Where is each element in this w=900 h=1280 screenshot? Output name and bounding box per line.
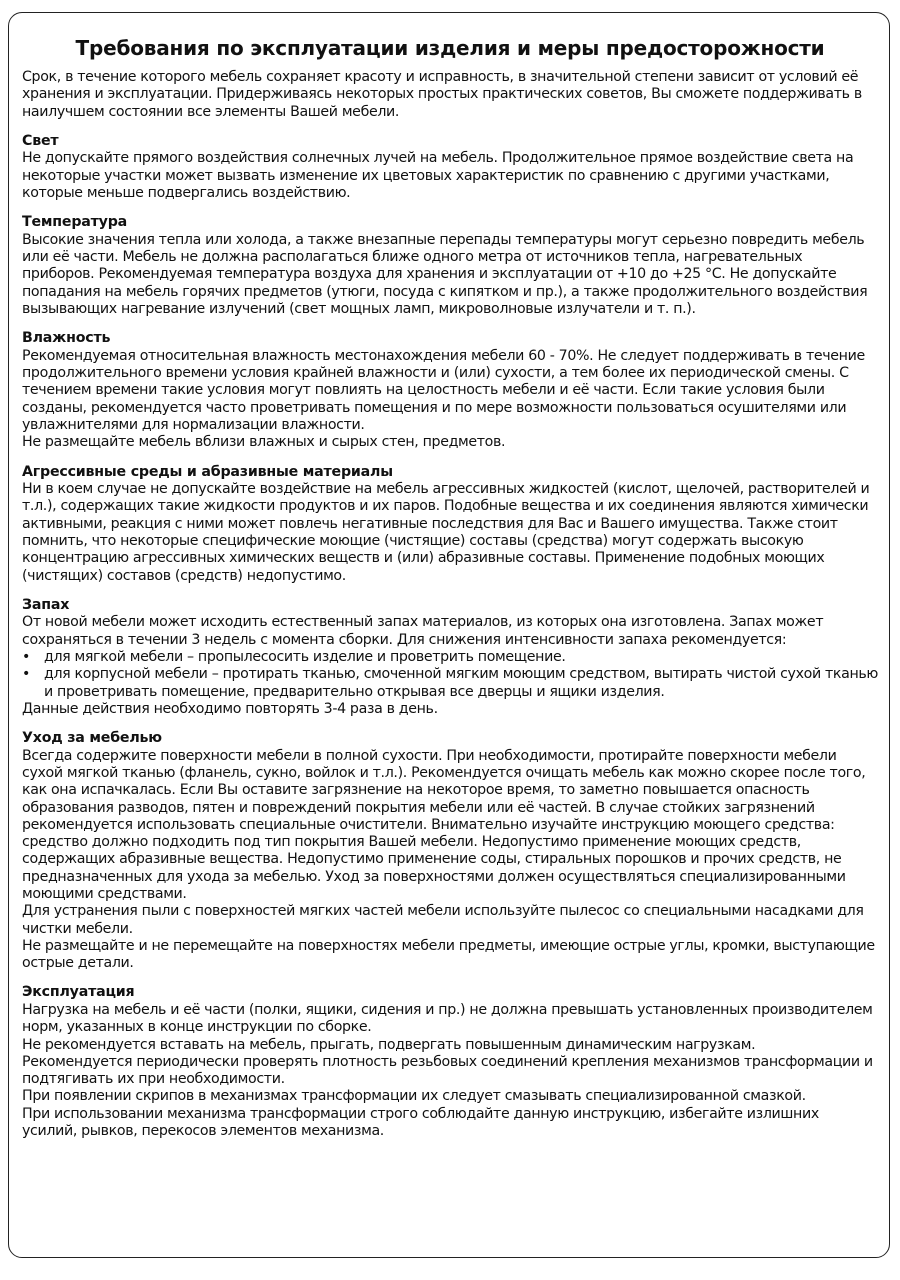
section-paragraph: Рекомендуемая относительная влажность местонахождения мебели 60 - 70%. Не следует поддерживать в течение продолжительного времени условия крайней влажности и (или) сухости, а тем более их периодической смены. С течением времени такие условия могут повлиять на целостность мебели и её части. Если такие условия были созданы, рекомендуется часто проветривать помещения и по мере возможности пользоваться осушителями или увлажнителями для нормализации влажности.	[22, 347, 865, 433]
section-temperature	[22, 214, 878, 318]
section-paragraph: Рекомендуется периодически проверять плотность резьбовых соединений крепления механизмов трансформации и подтягивать их при необходимости.	[22, 1053, 873, 1088]
section-paragraph: При использовании механизма трансформации строго соблюдайте данную инструкцию, избегайте излишних усилий, рывков, перекосов элементов механизма.	[22, 1105, 819, 1140]
section-humidity	[22, 330, 878, 451]
intro-paragraph: Срок, в течение которого мебель сохраняет красоту и исправность, в значительной степени зависит от условий её хранения и эксплуатации. Придерживаясь некоторых простых практических советов, Вы сможете поддерживать в наилучшем состоянии все элементы Вашей мебели.	[22, 69, 862, 120]
section-heading: Влажность	[22, 330, 111, 347]
section-paragraph: Не рекомендуется вставать на мебель, прыгать, подвергать повышенным динамическим нагрузкам.	[22, 1036, 756, 1053]
section-paragraph: Не допускайте прямого воздействия солнечных лучей на мебель. Продолжительное прямое воздействие света на некоторые участки может вызвать изменение их цветовых характеристик по сравнению с другими участками, которые меньше подвергались воздействию.	[22, 150, 854, 201]
section-paragraph: Нагрузка на мебель и её части (полки, ящики, сидения и пр.) не должна превышать установленных производителем норм, указанных в конце инструкции по сборке.	[22, 1001, 873, 1036]
section-aggressive-media	[22, 464, 878, 585]
section-smell	[22, 597, 878, 718]
section-paragraph: Данные действия необходимо повторять 3-4 раза в день.	[22, 700, 438, 717]
section-paragraph: При появлении скрипов в механизмах трансформации их следует смазывать специализированной смазкой.	[22, 1088, 806, 1105]
bullet-icon: •	[22, 666, 31, 683]
section-heading: Свет	[22, 132, 59, 149]
section-care	[22, 730, 878, 972]
document-content	[22, 36, 878, 1140]
document-title: Требования по эксплуатации изделия и меры предосторожности	[75, 36, 825, 60]
section-heading: Запах	[22, 596, 70, 613]
bullet-icon: •	[22, 648, 31, 665]
section-paragraph: Не размещайте мебель вблизи влажных и сырых стен, предметов.	[22, 434, 506, 451]
section-paragraph: Ни в коем случае не допускайте воздействие на мебель агрессивных жидкостей (кислот, щелочей, растворителей и т.л.), содержащих такие жидкости продуктов и их паров. Подобные вещества и их соединения являются химически активными, реакция с ними может повлечь негативные последствия для Вас и Вашего имущества. Также стоит помнить, что некоторые специфические моющие (чистящие) составы (средства) могут содержать высокую концентрацию агрессивных химических веществ и (или) абразивные составы. Применение подобных моющих (чистящих) составов (средств) недопустимо.	[22, 481, 870, 584]
section-usage	[22, 984, 878, 1140]
section-paragraph: От новой мебели может исходить естественный запах материалов, из которых она изготовлена. Запах может сохраняться в течении 3 недель с момента сборки. Для снижения интенсивности запаха рекомендуется:	[22, 614, 824, 648]
section-paragraph: Не размещайте и не перемещайте на поверхностях мебели предметы, имеющие острые углы, кромки, выступающие острые детали.	[22, 937, 875, 972]
section-paragraph: Всегда содержите поверхности мебели в полной сухости. При необходимости, протирайте поверхности мебели сухой мягкой тканью (фланель, сукно, войлок и т.л.). Рекомендуется очищать мебель как можно скорее после того, как она испачкалась. Если Вы оставите загрязнение на некоторое время, то заметно повышается опасность образования разводов, пятен и повреждений покрытия мебели или её частей. В случае стойких загрязнений рекомендуется использовать специальные очистители. Внимательно изучайте инструкцию моющего средства: средство должно подходить под тип покрытия Вашей мебели. Недопустимо применение моющих средств, содержащих абразивные вещества. Недопустимо применение соды, стиральных порошков и прочих средств, не предназначенных для ухода за мебелью. Уход за поверхностями должен осуществляться специализированными моющими средствами.	[22, 747, 866, 902]
section-heading: Уход за мебелью	[22, 730, 162, 747]
bullet-item	[22, 649, 878, 666]
bullet-text: для корпусной мебели – протирать тканью, смоченной мягким моющим средством, вытирать чистой сухой тканью и проветривать помещение, предварительно открывая все дверцы и ящики изделия.	[44, 666, 878, 700]
section-heading: Температура	[22, 214, 128, 231]
bullet-text: для мягкой мебели – пропылесосить изделие и проветрить помещение.	[44, 648, 566, 665]
section-heading: Агрессивные среды и абразивные материалы	[22, 463, 393, 480]
section-paragraph: Для устранения пыли с поверхностей мягких частей мебели используйте пылесос со специальными насадками для чистки мебели.	[22, 903, 864, 937]
bullet-item	[22, 666, 878, 701]
section-paragraph: Высокие значения тепла или холода, а также внезапные перепады температуры могут серьезно повредить мебель или её части. Мебель не должна располагаться ближе одного метра от источников тепла, нагревательных приборов. Рекомендуемая температура воздуха для хранения и эксплуатации от +10 до +25 °С. Не допускайте попадания на мебель горячих предметов (утюги, посуда с кипятком и пр.), а также продолжительного воздействия вызывающих нагревание излучений (свет мощных ламп, микроволновые излучатели и т. п.).	[22, 231, 868, 317]
section-light	[22, 133, 878, 202]
section-heading: Эксплуатация	[22, 984, 135, 1001]
